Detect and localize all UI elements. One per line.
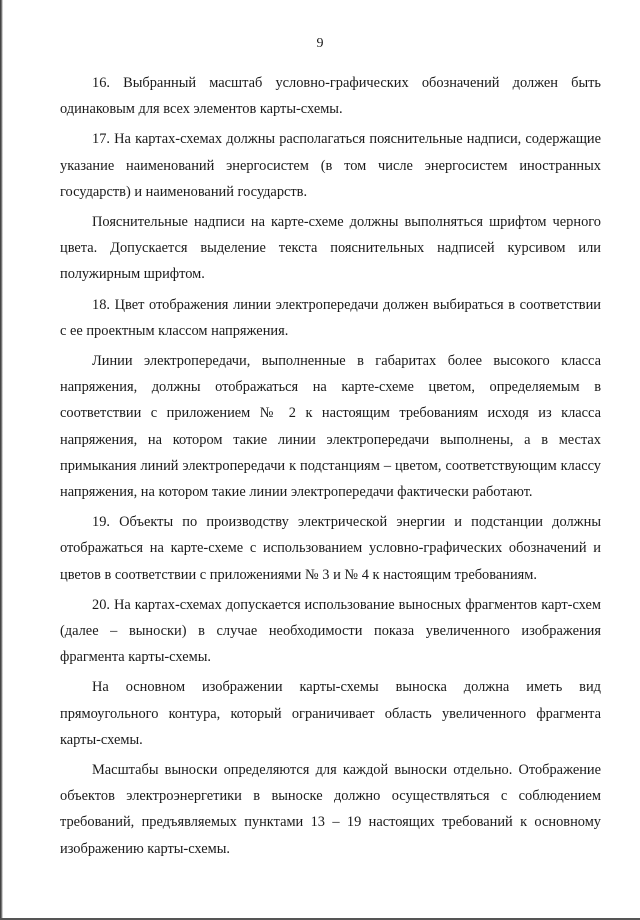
paragraph-17: 17. На картах-схемах должны располагаться пояснительные надписи, содержащие указание наименований энергосистем (в том числе энергосистем иностранных государств) и наименований государств. [60,131,601,200]
scan-edge-left [0,0,3,920]
paragraph-20-callout-contour: На основном изображении карты-схемы выноска должна иметь вид прямоугольного контура, который ограничивает область увеличенного фрагмента карты-схемы. [60,679,601,748]
page-number: 9 [316,36,324,51]
paragraph-18: 18. Цвет отображения линии электропередачи должен выбираться в соответствии с ее проектным классом напряжения. [60,296,601,339]
document-body [60,70,601,866]
paragraph-19: 19. Объекты по производству электрической энергии и подстанции должны отображаться на карте-схеме с использованием условно-графических обозначений и цветов в соответствии с приложениями № 3 и № 4 к настоящим требованиям. [60,514,601,583]
paragraph-20: 20. На картах-схемах допускается использование выносных фрагментов карт-схем (далее – выноски) в случае необходимости показа увеличенного изображения фрагмента карты-схемы. [60,596,601,666]
paragraph-16: 16. Выбранный масштаб условно-графических обозначений должен быть одинаковым для всех элементов карты-схемы. [60,75,601,118]
paragraph-18-lines-color: Линии электропередачи, выполненные в габаритах более высокого класса напряжения, должны отображаться на карте-схеме цветом, определяемым в соответствии с приложением № 2 к настоящим требованиям исходя из класса напряжения, на котором такие линии электропередачи выполнены, а в местах примыкания линий электропередачи к подстанциям – цветом, соответствующим классу напряжения, на котором такие линии электропередачи фактически работают. [60,353,601,501]
paragraph-17-labels-font: Пояснительные надписи на карте-схеме должны выполняться шрифтом черного цвета. Допускается выделение текста пояснительных надписей курсивом или полужирным шрифтом. [60,214,601,283]
paragraph-20-callout-scale: Масштабы выноски определяются для каждой выноски отдельно. Отображение объектов электроэнергетики в выноске должно осуществляться с соблюдением требований, предъявляемых пунктами 13 – 19 настоящих требований к основному изображению карты-схемы. [60,762,601,857]
